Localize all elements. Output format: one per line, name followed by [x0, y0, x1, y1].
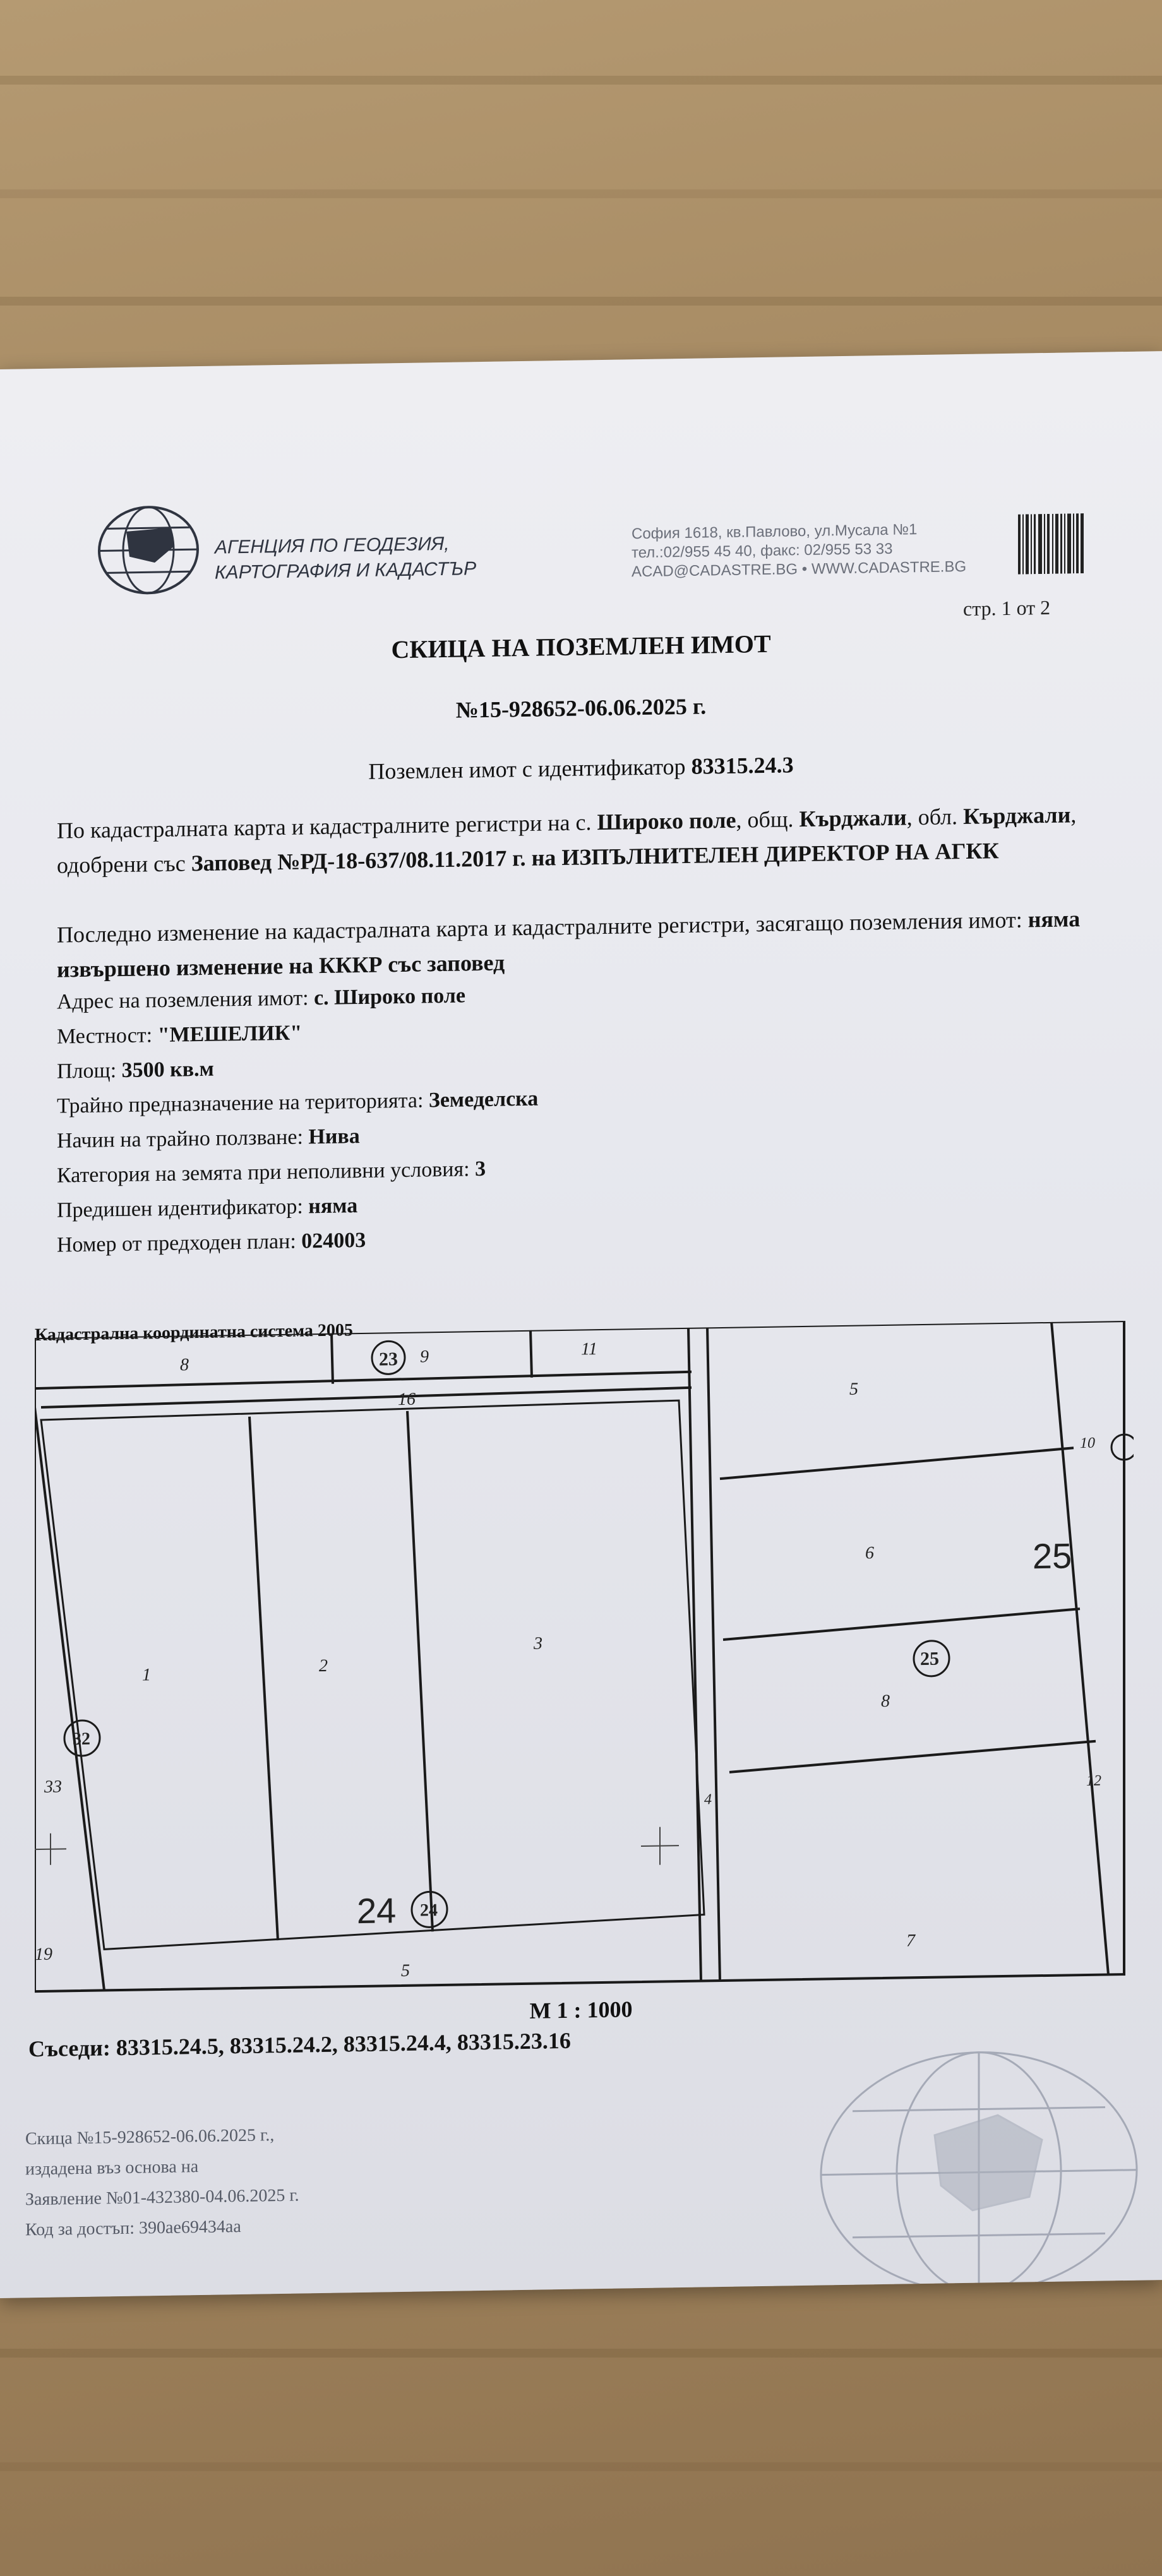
- agency-name-line2: КАРТОГРАФИЯ И КАДАСТЪР: [215, 558, 477, 583]
- intro-paragraph: [57, 797, 1093, 883]
- field-value: Нива: [308, 1124, 360, 1149]
- footer-sketch-number: Скица №15-928652-06.06.2025 г.,: [25, 2125, 275, 2149]
- cadastral-map: [35, 1321, 1134, 1995]
- document-title: СКИЦА НА ПОЗЕМЛЕН ИМОТ: [391, 629, 771, 664]
- parcel-label: 4: [704, 1791, 712, 1808]
- footer-access-code: Код за достъп: 390ae69434aa: [25, 2217, 241, 2240]
- parcel-boundary: [41, 1388, 692, 1410]
- wood-grain: [0, 2349, 1162, 2358]
- official-stamp: [789, 2018, 1143, 2296]
- document-footer: [25, 2120, 299, 2246]
- field-label: Адрес на поземления имот:: [57, 986, 309, 1014]
- field-label: Площ:: [57, 1059, 117, 1083]
- parcel-label: 7: [906, 1931, 915, 1951]
- parcel-boundary: [35, 1372, 692, 1388]
- last-change-label: Последно изменение на кадастралната карта и кадастралните регистри, засягащо поземления имот:: [57, 907, 1022, 948]
- agency-name-line1: АГЕНЦИЯ ПО ГЕОДЕЗИЯ,: [215, 533, 450, 558]
- section-circle: [1111, 1434, 1134, 1460]
- field-label: Местност:: [57, 1023, 153, 1049]
- wood-grain: [0, 76, 1162, 85]
- neighbors-line: [28, 2027, 571, 2062]
- section-label: 23: [379, 1349, 398, 1370]
- document-page: [0, 351, 1162, 2298]
- parcel-label: 10: [1080, 1434, 1095, 1452]
- parcel-label: 11: [581, 1339, 597, 1359]
- field-row: [57, 1194, 357, 1222]
- field-row: [57, 1058, 214, 1084]
- parcel-boundary: [41, 1400, 704, 1950]
- agency-phone: тел.:02/955 45 40, факс: 02/955 53 33: [632, 540, 893, 562]
- parcel-boundary: [729, 1741, 1096, 1772]
- field-label: Трайно предназначение на територията:: [57, 1088, 424, 1118]
- agency-contacts: [632, 520, 966, 581]
- neighbors-list: 83315.24.5, 83315.24.2, 83315.24.4, 83315.23.16: [116, 2027, 571, 2061]
- parcel-label: 19: [35, 1944, 52, 1965]
- parcel-boundary: [723, 1609, 1080, 1640]
- field-row: [57, 1157, 486, 1188]
- parcel-label: 33: [44, 1777, 62, 1797]
- wood-grain: [0, 297, 1162, 306]
- parcel-boundary: [1051, 1321, 1108, 1975]
- field-value: няма: [308, 1194, 358, 1219]
- approval-order: Заповед №РД-18-637/08.11.2017 г. на ИЗПЪЛНИТЕЛЕН ДИРЕКТОР НА АГКК: [191, 838, 999, 876]
- field-value: Земеделска: [428, 1087, 539, 1112]
- field-value: 3500 кв.м: [121, 1057, 214, 1082]
- field-value: с. Широко поле: [314, 984, 465, 1010]
- wood-grain: [0, 189, 1162, 198]
- village-name: Широко поле: [597, 807, 736, 835]
- field-value: "МЕШЕЛИК": [157, 1021, 302, 1047]
- page-number: стр. 1 от 2: [963, 595, 1051, 621]
- parcel-boundary: [530, 1330, 532, 1378]
- parcel-label: 5: [849, 1379, 858, 1399]
- agency-name: [215, 531, 476, 586]
- field-row: [57, 1124, 360, 1154]
- section-number: 25: [1033, 1535, 1072, 1577]
- intro-text: , общ.: [736, 806, 794, 833]
- field-row: [57, 984, 465, 1014]
- field-label: Начин на трайно ползване:: [57, 1125, 303, 1153]
- intro-text: , одобрени със: [57, 802, 1077, 878]
- field-label: Категория на земята при неполивни условия:: [57, 1157, 470, 1188]
- last-change-value: няма извършено изменение на КККР със заповед: [57, 906, 1081, 982]
- section-label: 32: [73, 1729, 90, 1750]
- field-label: Номер от предходен план:: [57, 1229, 296, 1257]
- agency-globe-logo: [95, 502, 202, 599]
- road-boundary: [707, 1327, 720, 1981]
- parcel-boundary: [35, 1406, 104, 1991]
- identifier-line: [0, 746, 1162, 790]
- section-label: 24: [420, 1900, 438, 1921]
- last-change: [57, 902, 1093, 987]
- parcel-boundary: [407, 1410, 433, 1932]
- parcel-label: 1: [142, 1665, 151, 1685]
- field-row: [57, 1087, 538, 1119]
- parcel-label: 3: [534, 1633, 542, 1654]
- parcel-label: 16: [398, 1389, 416, 1410]
- road-boundary: [688, 1328, 701, 1981]
- parcel-label: 6: [865, 1543, 874, 1563]
- map-scale: М 1 : 1000: [529, 1996, 633, 2024]
- parcel-label: 5: [401, 1960, 410, 1981]
- field-value: 024003: [301, 1228, 366, 1253]
- parcel-boundary: [720, 1448, 1074, 1479]
- section-number: 24: [357, 1890, 397, 1931]
- agency-web: ACAD@CADASTRE.BG • WWW.CADASTRE.BG: [632, 558, 967, 581]
- map-frame: [35, 1321, 1124, 1991]
- footer-basis: издадена въз основа на: [25, 2157, 199, 2179]
- footer-application: Заявление №01-432380-04.06.2025 г.: [25, 2185, 299, 2210]
- identifier-value: 83315.24.3: [691, 752, 794, 779]
- parcel-boundary: [249, 1416, 278, 1941]
- intro-text: , обл.: [906, 804, 958, 830]
- municipality-name: Кърджали: [799, 804, 907, 832]
- field-label: Предишен идентификатор:: [57, 1195, 303, 1222]
- agency-address: София 1618, кв.Павлово, ул.Мусала №1: [632, 521, 918, 543]
- section-label: 25: [920, 1648, 939, 1670]
- neighbors-label: Съседи:: [28, 2035, 111, 2062]
- region-name: Кърджали: [963, 802, 1071, 830]
- parcel-label: 8: [881, 1691, 890, 1712]
- wood-grain: [0, 2462, 1162, 2471]
- coordinate-system-label: Кадастрална координатна система 2005: [35, 1320, 353, 1345]
- parcel-boundary: [332, 1333, 333, 1384]
- barcode-icon: [1017, 513, 1085, 575]
- field-row: [57, 1021, 302, 1049]
- parcel-label: 8: [180, 1355, 189, 1375]
- identifier-label: Поземлен имот с идентификатор: [368, 753, 686, 784]
- field-row: [57, 1229, 366, 1258]
- intro-text: По кадастралната карта и кадастралните регистри на с.: [57, 809, 592, 844]
- parcel-label: 2: [319, 1655, 328, 1676]
- parcel-label: 12: [1086, 1772, 1101, 1789]
- field-value: 3: [475, 1157, 486, 1181]
- parcel-label: 9: [420, 1347, 429, 1367]
- document-number: №15-928652-06.06.2025 г.: [455, 693, 707, 723]
